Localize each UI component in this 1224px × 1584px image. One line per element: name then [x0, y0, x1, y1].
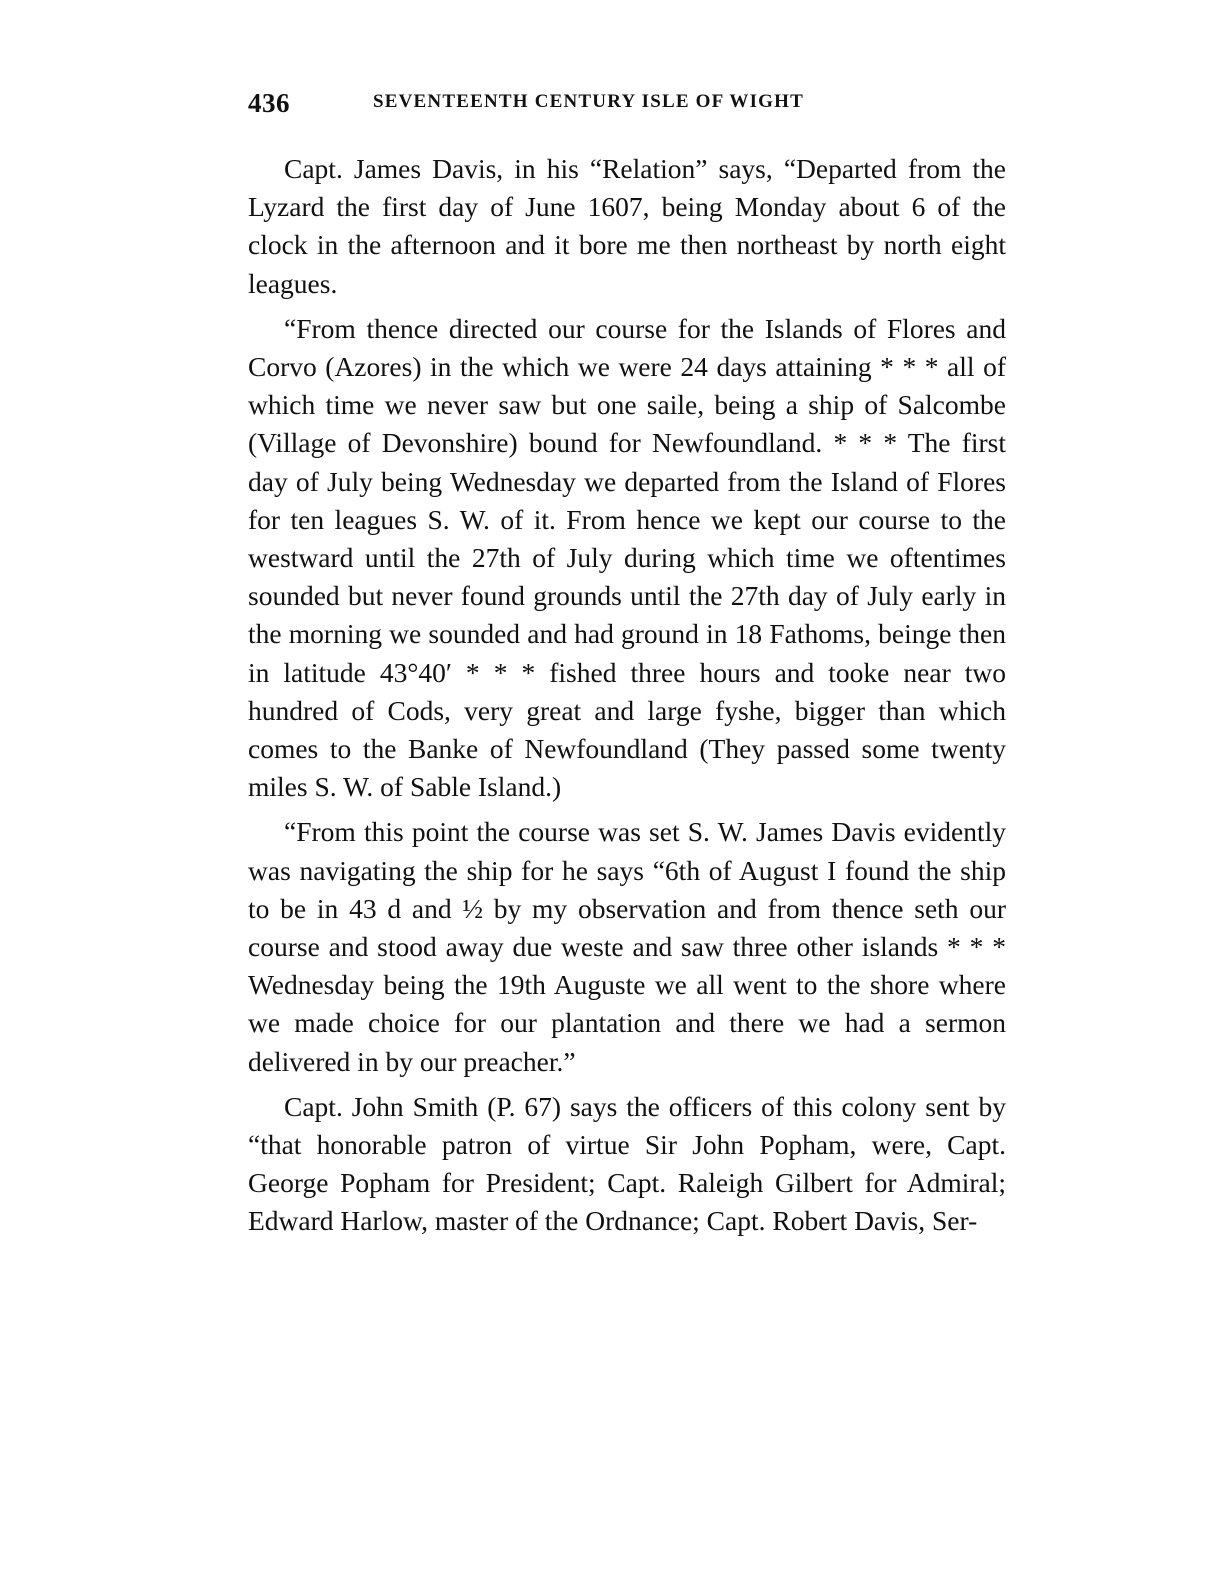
paragraph-1: Capt. James Davis, in his “Relation” says, “Departed from the Lyzard the first day of June 1607, being Monday about 6 of the clock in the afternoon and it bore me then northeast by north eight leagues. — [248, 153, 1006, 299]
paragraph-2: “From thence directed our course for the Islands of Flores and Corvo (Azores) in the which we were 24 days attaining * * * all of which time we never saw but one saile, being a ship of Salcombe (Village of Devonshire) bound for Newfoundland. * * * The first day of July being Wednesday we departed from the Island of Flores for ten leagues S. W. of it. From hence we kept our course to the westward until the 27th of July during which time we oftentimes sounded but never found grounds until the 27th day of July early in the morning we sounded and had ground in 18 Fathoms, beinge then in latitude 43°40′ * * * fished three hours and tooke near two hundred of Cods, very great and large fyshe, bigger than which comes to the Banke of Newfoundland (They passed some twenty miles S. W. of Sable Island.) — [248, 312, 1006, 803]
paragraph-4: Capt. John Smith (P. 67) says the officers of this colony sent by “that honorable patron of virtue Sir John Popham, were, Capt. George Popham for President; Capt. Raleigh Gilbert for Admiral; Edward Harlow, master of the Ordnance; Capt. Robert Davis, Ser- — [248, 1090, 1006, 1237]
page-number: 436 — [248, 88, 290, 118]
paragraph-3: “From this point the course was set S. W. James Davis evidently was navigating the ship for he says “6th of August I found the ship to be in 43 d and ½ by my observation and from thence seth our course and stood away due weste and saw three other islands * * * Wednesday being the 19th Auguste we all went to the shore where we made choice for our plantation and there we had a sermon delivered in by our preacher.” — [248, 816, 1006, 1077]
running-head — [248, 88, 1008, 128]
body-text — [248, 150, 1006, 1248]
running-title: SEVENTEENTH CENTURY ISLE OF WIGHT — [373, 91, 804, 112]
